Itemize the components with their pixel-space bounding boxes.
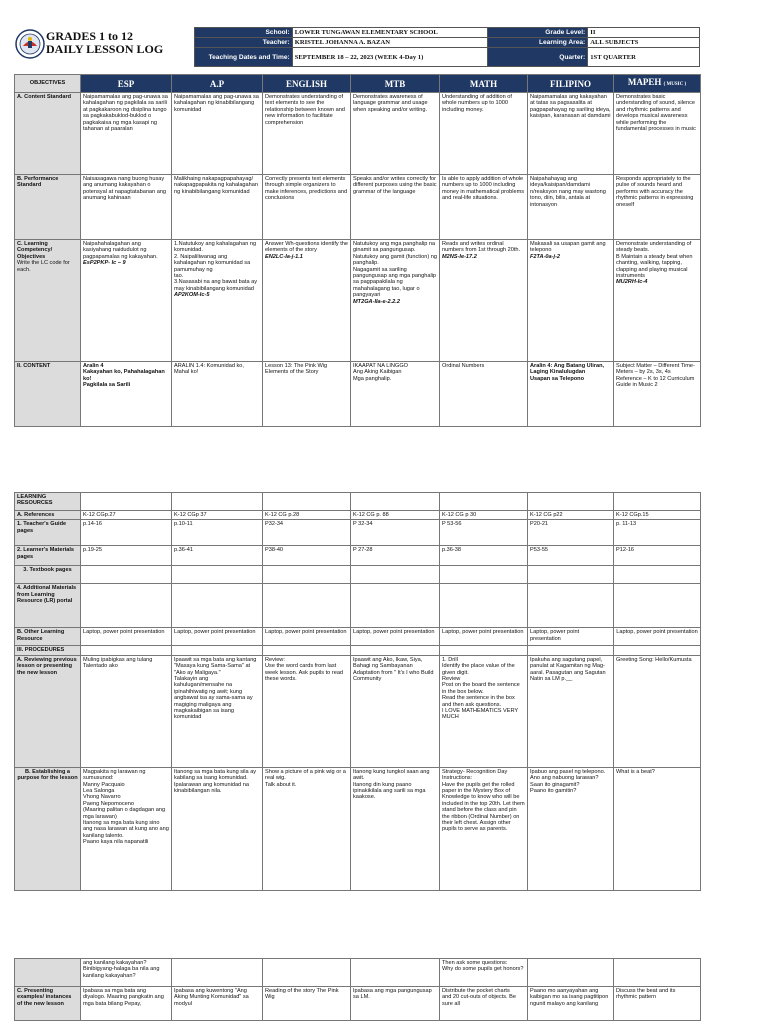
procedures-continued-table (14, 958, 701, 1021)
dates-value: SEPTEMBER 18 – 22, 2023 (WEEK 4-Day 1) (292, 48, 488, 67)
subject-header-mapeh (614, 75, 701, 93)
table-cell: Laptop, power point presentation (614, 628, 701, 646)
subject-header-math: MATH (440, 75, 528, 93)
table-row (15, 362, 701, 427)
table-cell: Naipahahayag ang ideya/kaisipan/damdami n/reaksyon nang may wastong tono, diin, bilis, antala at intonasyon (528, 175, 614, 240)
row-label: 3. Textbook pages (15, 566, 81, 584)
row-label: LEARNING RESOURCES (15, 493, 81, 511)
table-cell: P20-21 (528, 520, 614, 546)
table-row (15, 546, 701, 566)
table-cell: K-12 CGp 37 (172, 511, 263, 520)
subject-header-mtb: MTB (351, 75, 440, 93)
table-cell: Greeting Song: Hello/Kumusta (614, 655, 701, 767)
table-cell: K-12 CG p. 88 (351, 511, 440, 520)
table-cell: Demonstrates basic understanding of sound, silence and rhythmic patterns and develops musical awareness while performing the fundamental processes in music (614, 93, 701, 175)
table-cell: Laptop, power point presentation (81, 628, 172, 646)
table-cell: ARALIN 1.4: Komunidad ko, Mahal ko! (172, 362, 263, 427)
table-cell: Lesson 13: The Pink Wig Elements of the Story (263, 362, 351, 427)
area-label: Learning Area: (488, 38, 588, 48)
table-cell: P38-40 (263, 546, 351, 566)
subject-header-esp: ESP (81, 75, 172, 93)
cell-text: Reads and writes ordinal numbers from 1st through 20th. (442, 241, 521, 254)
table-cell: Then ask some questions: Why do some pupils get honors? (440, 959, 528, 987)
row-label: II. CONTENT (15, 362, 81, 427)
table-cell: P 32-34 (351, 520, 440, 546)
resources-procedures-table (14, 492, 701, 891)
table-cell: Naipamamalas ang kakayahan at tatas sa pagsasalita at pagpapahayag ng sariling ideya, kaisipan, karanasan at damdami (528, 93, 614, 175)
table-cell (528, 240, 614, 362)
table-cell: p.10-11 (172, 520, 263, 546)
table-cell: K-12 CG p 30 (440, 511, 528, 520)
table-cell (263, 240, 351, 362)
cell-text: 1.Natutukoy ang kahalagahan ng komunidad. 2. Naipaliliwanag ang kahalagahan ng komunidad sa pamumuhay ng tao. 3.Nasasabi na ang bawat bata ay may kinabibilangang komunidad (174, 241, 258, 292)
table-cell: Laptop, power point presentation (172, 628, 263, 646)
quarter-label: Quarter: (488, 48, 588, 67)
table-cell: Ipabuo ang pasel ng telepono. Ano ang nabuong larawan? Saan ito ginagamit? Paano ito gamitin? (528, 767, 614, 890)
table-cell: P32-34 (263, 520, 351, 546)
lc-code: EsP2PKP- Ic – 9 (83, 260, 126, 267)
table-cell: Paano mo aanyayahan ang kaibigan mo sa isang pagtitipon ngunit malayo ang kanilang (528, 987, 614, 1021)
table-cell (81, 240, 172, 362)
row-label-sub: Write the LC code for each. (17, 260, 70, 273)
row-label: C. Presenting examples/ instances of the new lesson (15, 987, 81, 1021)
teacher-label: Teacher: (195, 38, 293, 48)
table-row (15, 520, 701, 546)
row-label: 2. Learner's Materials pages (15, 546, 81, 566)
row-label: A. Reviewing previous lesson or presenting the new lesson (15, 655, 81, 767)
table-cell: Itanong sa mga bata kung sila ay kabilang sa isang komunidad. Ipalarawan ang komunidad na kinabibilangan nila. (172, 767, 263, 890)
grade-label: Grade Level: (488, 28, 588, 38)
table-cell (614, 240, 701, 362)
table-row (15, 240, 701, 362)
table-cell: IKAAPAT NA LINGGO Ang Aking Kaibigan Mga panghalip. (351, 362, 440, 427)
table-cell: Ipabasa ang kuwentong "Ang Aking Munting Komunidad" sa modyul (172, 987, 263, 1021)
teacher-value: KRISTEL JOHANNA A. BAZAN (292, 38, 488, 48)
cell-text: Makasali sa usapan gamit ang telepono (530, 241, 606, 254)
objectives-table (14, 74, 701, 427)
table-row (15, 767, 701, 890)
table-row (15, 646, 701, 655)
lc-code: EN2LC-Ia-j-1.1 (265, 253, 303, 260)
table-cell: Distribute the pocket charts and 20 cut-outs of objects. Be sure all (440, 987, 528, 1021)
table-row (15, 175, 701, 240)
table-cell: K-12 CG p22 (528, 511, 614, 520)
table-cell: p.14-16 (81, 520, 172, 546)
quarter-value: 1ST QUARTER (588, 48, 700, 67)
table-cell: Ipakuha ang sagutang papel, panulat at Kagamitan ng Mag-aaral. Pasagutan ang Sagutan Natin sa LM p.__ (528, 655, 614, 767)
cell-text: Naipahahalagahan ang kasiyahang naidudulot ng pagpapamalas ng kakayahan. (83, 241, 158, 260)
title-line-2: DAILY LESSON LOG (46, 42, 164, 56)
subject-header-filipino: FILIPINO (528, 75, 614, 93)
row-label: 1. Teacher's Guide pages (15, 520, 81, 546)
grade-value: II (588, 28, 700, 38)
table-cell: Is able to apply addition of whole numbers up to 1000 including money in mathematical problems and real-life situations. (440, 175, 528, 240)
table-cell: K-12 CGp.27 (81, 511, 172, 520)
area-value: ALL SUBJECTS (588, 38, 700, 48)
table-cell: Strategy- Recognition Day Instructions: Have the pupils get the rolled paper in the Mystery Box of Knowledge to know who will be included in the top 20th. Let them stand before the class and pin the ribbon (Ordinal Number) on their left chest. Assign other pupils to serve as parents. (440, 767, 528, 890)
mapeh-note: ( MUSIC ) (663, 82, 687, 87)
lc-code: MU2RH-Ic-4 (616, 279, 648, 286)
row-label (15, 240, 81, 362)
table-cell: Laptop, power point presentation (351, 628, 440, 646)
table-cell: 1. Drill Identify the place value of the given digit. Review Post on the board the sentence in the box below. Read the sentence in the box and then ask questions. I LOVE MATHEMATICS VERY MUCH (440, 655, 528, 767)
school-value: LOWER TUNGAWAN ELEMENTARY SCHOOL (292, 28, 488, 38)
table-cell: K-12 CG p.28 (263, 511, 351, 520)
table-cell: Demonstrates understanding of text elements to see the relationship between known and new information to facilitate comprehension (263, 93, 351, 175)
lc-code: MT2GA-IIa-e-2.2.2 (353, 298, 400, 305)
table-row (15, 493, 701, 511)
table-cell: Ipabasa ang mga pangungusap sa LM. (351, 987, 440, 1021)
table-cell: Naisasagawa nang buong husay ang anumang kakayahan o potensyal at napagtatabanan ang anumang kahinaan (81, 175, 172, 240)
row-label: III. PROCEDURES (15, 646, 81, 655)
document-title (46, 30, 163, 56)
table-cell: p. 11-13 (614, 520, 701, 546)
table-cell: What is a beat? (614, 767, 701, 890)
table-cell: P12-16 (614, 546, 701, 566)
row-label: A. Content Standard (15, 93, 81, 175)
table-cell: Show a picture of a pink wig or a real wig. Talk about it. (263, 767, 351, 890)
lc-code: AP2KOM-Ic-5 (174, 292, 210, 299)
table-row (15, 655, 701, 767)
cell-text: Demonstrate understanding of steady beats. B Maintain a steady beat when chanting, walking, tapping, clapping and playing musical instruments (616, 241, 693, 280)
table-row (15, 959, 701, 987)
table-cell: Reading of the story The Pink Wig (263, 987, 351, 1021)
table-cell (172, 240, 263, 362)
table-cell: Malikhaing nakapagpapahayag/ nakapagpapakita ng kahalagahan ng kinabibilangang komunidad (172, 175, 263, 240)
table-cell: Speaks and/or writes correctly for different purposes using the basic grammar of the language (351, 175, 440, 240)
table-cell: Ipabasa sa mga bata ang diyalogo. Maaring pangkatin ang mga bata bilang Pepay, (81, 987, 172, 1021)
lc-code: F2TA-0a-j-2 (530, 253, 561, 260)
mapeh-title: MAPEH (627, 77, 662, 87)
table-cell: p.19-25 (81, 546, 172, 566)
table-cell: Aralin 4 Kakayahan ko, Pahahalagahan ko! Pagkilala sa Sarili (81, 362, 172, 427)
table-cell: p.36-41 (172, 546, 263, 566)
table-cell: Demonstrates awareness of language grammar and usage when speaking and/or writing. (351, 93, 440, 175)
row-label: A. References (15, 511, 81, 520)
row-label: B. Establishing a purpose for the lesson (15, 767, 81, 890)
table-cell: Laptop, power point presentation (263, 628, 351, 646)
table-cell: ang kanilang kakayahan? Binibigyang-halaga ba nila ang kanilang kakayahan? (81, 959, 172, 987)
table-cell: Ordinal Numbers (440, 362, 528, 427)
table-cell: Laptop, power point presentation (440, 628, 528, 646)
table-cell: Ipaawit ang Ako, Ikaw, Siya, Bahagi ng Sambayanan Adaptation from " It's I who Build Community (351, 655, 440, 767)
deped-seal-icon (15, 29, 45, 59)
table-row (15, 628, 701, 646)
title-line-1: GRADES 1 to 12 (46, 29, 134, 43)
table-cell: Naipamamalas ang pag-unawa sa kahalagahan ng kinabibilangang komunidad (172, 93, 263, 175)
table-cell: Subject Matter – Different Time-Meters – by 2s, 3s, 4s Reference – K to 12 Curriculum Guide in Music 2 (614, 362, 701, 427)
objectives-corner: OBJECTIVES (15, 75, 81, 93)
row-label: 4. Additional Materials from Learning Resource (LR) portal (15, 584, 81, 628)
header-info-grid (194, 27, 700, 67)
row-label: B. Other Learning Resource (15, 628, 81, 646)
table-cell (440, 240, 528, 362)
school-label: School: (195, 28, 293, 38)
table-row (15, 987, 701, 1021)
table-cell: Understanding of addition of whole numbers up to 1000 including money. (440, 93, 528, 175)
table-row (15, 584, 701, 628)
table-cell: Ipaawit sa mga bata ang kantang "Masaya kung Sama-Sama" at "Ako ay Maligaya." Talakayin ang kahulugan/mensahe na ipinahihiwatig ng awit; kung angbawat isa ay sama-sama ay magiging maligaya ang magkakaibigan sa isang komunidad (172, 655, 263, 767)
table-cell: K-12 CGp.15 (614, 511, 701, 520)
cell-text: Natutukoy ang mga panghalip na ginamit sa pangungusap. Natutukoy ang gamit (function) ng panghalip. Nagagamit sa sariling pangungusap ang mga panghalip sa pagpapakilala ng mahahalagang tao, lugar o pangyayari (353, 241, 437, 299)
table-row (15, 511, 701, 520)
table-cell: Discuss the beat and its rhythmic pattern (614, 987, 701, 1021)
table-cell: Naipamamalas ang pag-unawa sa kahalagahan ng pagkilala sa sarili at pagkakaroon ng disiplina tungo sa pagkakabuklod-buklod o pagkakaisa ng mga kasapi ng tahanan at paaralan (81, 93, 172, 175)
cell-text: Answer Wh-questions identify the elements of the story (265, 241, 349, 254)
table-cell: Review: Use the word cards from last week lesson. Ask pupils to read these words. (263, 655, 351, 767)
table-cell: Correctly presents text elements through simple organizers to make inferences, predictions and conclusions (263, 175, 351, 240)
subject-header-ap: A.P (172, 75, 263, 93)
table-cell: Magpakita ng larawan ng sumusunod: Manny Pacquaio Lea Salonga Vhong Navarro Paeng Nepomoceno (Maaring palitan o dagdagan ang mga larawan) Itanong sa mga bata kung sino ang nasa larawan at kung ano ang kanilang talento. Paano kaya nila napanatili (81, 767, 172, 890)
lesson-log-header (12, 27, 700, 67)
table-cell: P 27-28 (351, 546, 440, 566)
table-cell: P53-55 (528, 546, 614, 566)
table-row (15, 566, 701, 584)
subject-header-english: ENGLISH (263, 75, 351, 93)
dates-label: Teaching Dates and Time: (195, 48, 293, 67)
row-label: B. Performance Standard (15, 175, 81, 240)
table-cell: Laptop, power point presentation (528, 628, 614, 646)
table-cell: p.36-38 (440, 546, 528, 566)
table-cell: Itanong kung tungkol saan ang awit. Itanong din kung paano ipinakikilala ang sarili sa mga kaakose. (351, 767, 440, 890)
table-cell (351, 240, 440, 362)
row-label (15, 959, 81, 987)
table-cell: Muling ipabigkas ang tulang Talentado ako (81, 655, 172, 767)
lc-code: M2NS-Ie-17.2 (442, 253, 477, 260)
table-cell: Responds appropriately to the pulse of sounds heard and performs with accuracy the rhythmic patterns in expressing oneself (614, 175, 701, 240)
table-row (15, 93, 701, 175)
row-label-text: C. Learning Competency/ Objectives (17, 241, 53, 260)
table-cell: P 53-56 (440, 520, 528, 546)
table-cell: Aralin 4: Ang Batang Uliran, Laging Kinalulugdan Usapan sa Telepono (528, 362, 614, 427)
